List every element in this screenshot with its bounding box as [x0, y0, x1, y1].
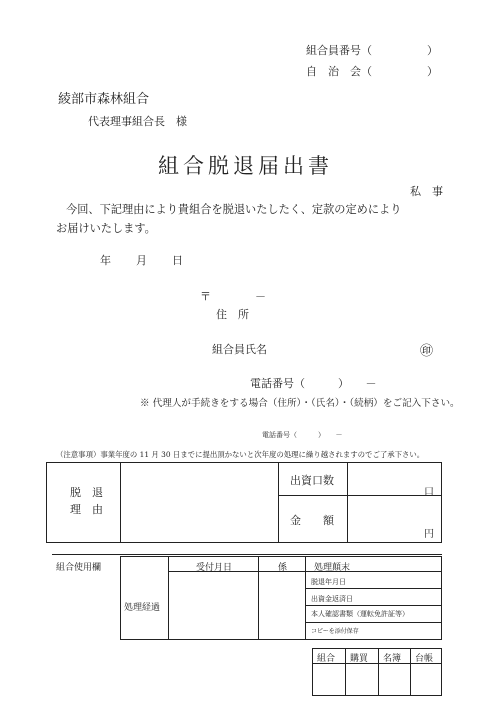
- body-line-1: 今回、下記理由により貴組合を脱退いたしたく、定款の定めにより: [66, 203, 402, 216]
- process-item-id-document: 本人確認書類（運転免許証等）: [311, 610, 409, 618]
- seal-mark: ㊞: [420, 344, 434, 359]
- process-item-refund-date: 出資金返済日: [311, 595, 353, 603]
- received-date-label: 受付月日: [196, 563, 233, 573]
- addressee-title: 代表理事組合長 様: [88, 115, 187, 128]
- phone-label: 電話番号（ ） －: [250, 377, 377, 390]
- stamp-label-union: 組合: [317, 654, 336, 664]
- reason-input-area[interactable]: [121, 463, 278, 542]
- process-item-withdrawal-date: 脱退年月日: [311, 578, 346, 586]
- office-top-rule: [52, 554, 442, 555]
- process-item-copy-note: コピーを添付保存: [311, 628, 359, 635]
- address-label: 住 所: [216, 308, 249, 321]
- office-col-2: [258, 556, 259, 640]
- staff-label: 係: [278, 563, 288, 573]
- amount-label: 金 額: [290, 514, 334, 527]
- proxy-phone-label: 電話番号（ ） －: [262, 431, 343, 439]
- date-month-label: 月: [136, 254, 147, 267]
- stamp-label-ledger: 台帳: [415, 654, 434, 664]
- page-title: 組合脱退届出書: [158, 154, 333, 178]
- stamp-col-2: [378, 648, 379, 696]
- stamp-label-purchasing: 購買: [350, 654, 369, 664]
- proxy-note: ※ 代理人が手続きをする場合（住所）・（氏名）・（続柄）をご記入下さい。: [140, 398, 460, 409]
- reason-label-2: 理 由: [70, 503, 103, 516]
- neighborhood-label: 自 治 会（ ）: [306, 65, 438, 78]
- stamp-label-roster: 名簿: [383, 654, 402, 664]
- office-row-rule-2: [305, 605, 442, 606]
- office-col-1: [168, 556, 169, 640]
- office-use-label: 組合使用欄: [56, 563, 102, 573]
- office-row-rule-1: [305, 588, 442, 589]
- date-year-label: 年: [100, 254, 111, 267]
- body-line-2: お届けいたします。: [56, 222, 156, 235]
- stamp-col-3: [410, 648, 411, 696]
- private-mark: 私 事: [410, 185, 443, 198]
- member-number-label: 組合員番号（ ）: [306, 44, 438, 57]
- member-name-label: 組合員氏名: [212, 343, 267, 356]
- addressee-org: 綾部市森林組合: [58, 92, 150, 107]
- caution-note: （注意事項）事業年度の 11 月 30 日までに提出頂かないと次年度の処理に繰り越されますのでご了承下さい。: [56, 450, 425, 459]
- process-history-label: 処理経過: [124, 603, 161, 613]
- date-day-label: 日: [172, 254, 183, 267]
- office-col-3: [305, 556, 306, 640]
- postal-code-label: 〒 －: [200, 290, 266, 303]
- office-row-rule-3: [305, 622, 442, 623]
- amount-unit: 円: [424, 529, 434, 540]
- processing-result-label: 処理顛末: [314, 563, 351, 573]
- shares-label: 出資口数: [290, 474, 334, 487]
- shares-unit: 口: [424, 487, 434, 498]
- reason-label-1: 脱 退: [70, 486, 103, 499]
- stamp-col-1: [345, 648, 346, 696]
- shares-divider-left: [278, 462, 279, 543]
